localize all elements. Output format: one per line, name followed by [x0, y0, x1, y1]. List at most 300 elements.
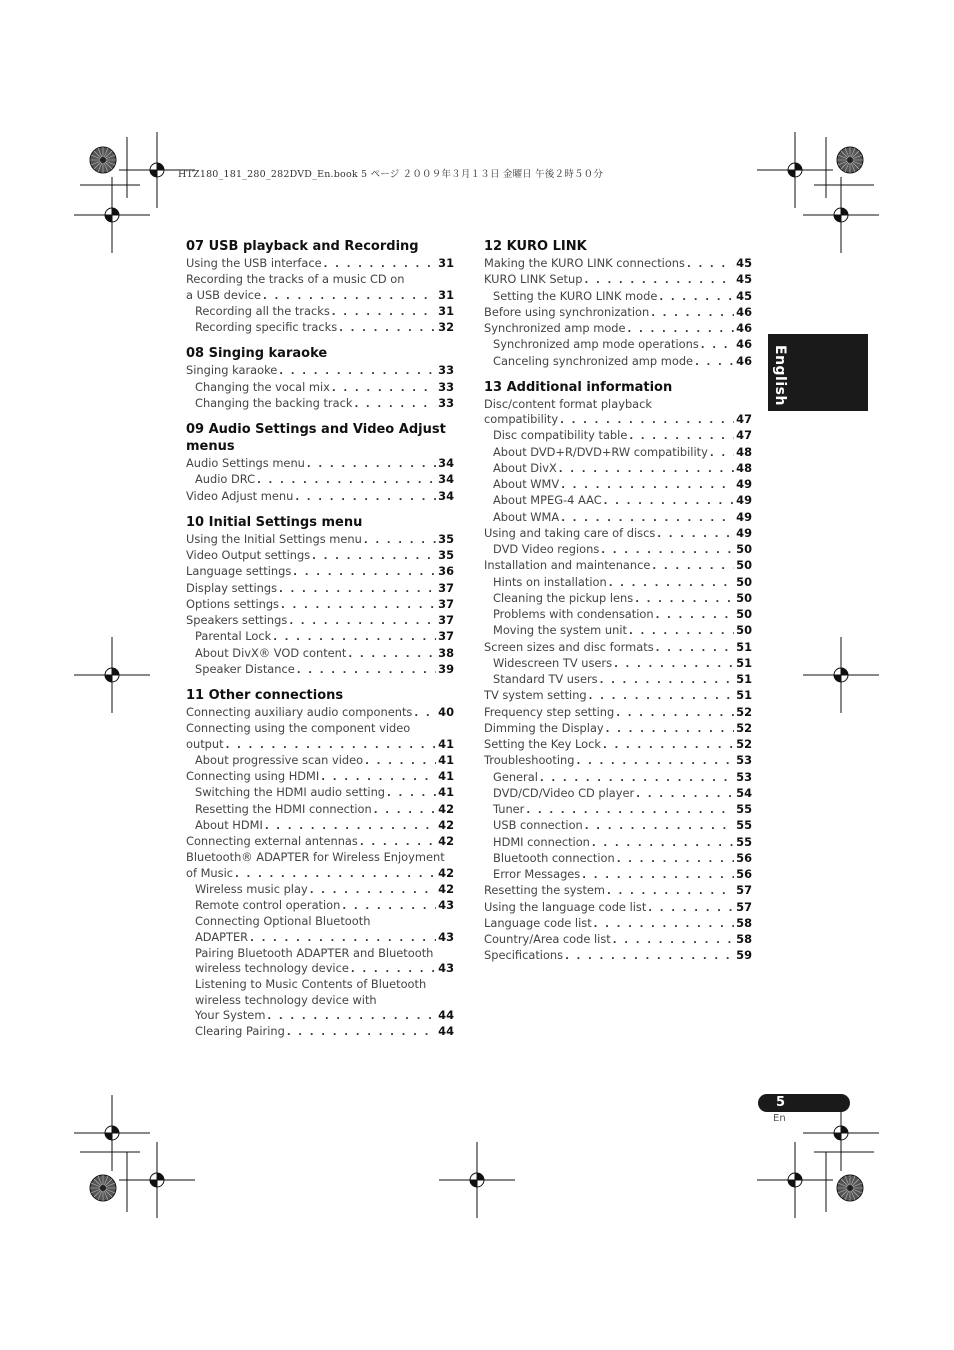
toc-entry[interactable]	[186, 256, 454, 272]
toc-entry-page: 44	[438, 1007, 454, 1022]
toc-entry-text: Widescreen TV users	[493, 655, 613, 670]
toc-entry-text: Speakers settings	[186, 613, 288, 627]
toc-entry[interactable]	[186, 898, 454, 914]
toc-entry-text: Recording the tracks of a music CD on	[186, 272, 405, 287]
toc-entry-page: 38	[438, 645, 454, 660]
toc-entry[interactable]	[186, 629, 454, 645]
toc-entry[interactable]	[484, 867, 752, 883]
toc-entry-page: 50	[736, 542, 752, 556]
dot-leader	[387, 786, 436, 801]
toc-entry-text: USB connection	[493, 818, 583, 833]
dot-leader	[600, 673, 735, 688]
toc-entry-text: Problems with condensation	[493, 607, 654, 621]
toc-entry[interactable]	[484, 721, 752, 737]
dot-leader	[235, 867, 436, 882]
toc-entry[interactable]	[186, 1024, 454, 1040]
star-target-icon	[90, 1175, 116, 1201]
toc-entry[interactable]	[186, 456, 454, 472]
toc-entry[interactable]	[484, 607, 752, 623]
toc-entry-text: Making the KURO LINK connections	[484, 256, 685, 270]
dot-leader	[310, 883, 436, 898]
dot-leader	[561, 478, 734, 493]
toc-entry[interactable]	[186, 866, 454, 882]
toc-entry-text: About progressive scan video	[195, 752, 364, 767]
registration-mark-icon	[757, 1142, 833, 1218]
dot-leader	[629, 624, 734, 639]
toc-entry-page: 34	[438, 456, 454, 470]
dot-leader	[701, 338, 734, 353]
toc-entry-text: Changing the backing track	[195, 395, 353, 410]
toc-entry[interactable]	[484, 412, 752, 428]
dot-leader	[263, 289, 436, 304]
dot-leader	[609, 576, 734, 591]
toc-entry-page: 51	[736, 639, 752, 654]
toc-entry-page: 31	[438, 287, 454, 302]
toc-entry[interactable]	[484, 526, 752, 542]
toc-entry-text: Audio DRC	[195, 472, 256, 487]
star-target-icon	[837, 1175, 863, 1201]
toc-entry-text: Display settings	[186, 580, 278, 595]
toc-entry-page: 59	[736, 948, 752, 963]
toc-entry[interactable]	[484, 445, 752, 461]
toc-entry-text: Options settings	[186, 596, 279, 611]
toc-entry[interactable]	[484, 428, 752, 444]
dot-leader	[614, 657, 734, 672]
toc-entry[interactable]	[484, 753, 752, 769]
toc-entry[interactable]	[186, 380, 454, 396]
toc-entry[interactable]	[484, 623, 752, 639]
toc-entry-text: Connecting using HDMI	[186, 769, 320, 783]
toc-entry-page: 52	[736, 704, 752, 719]
dot-leader	[617, 852, 734, 867]
toc-entry-page: 58	[736, 932, 752, 946]
dot-leader	[342, 899, 436, 914]
dot-leader	[616, 706, 734, 721]
dot-leader	[257, 473, 436, 488]
dot-leader	[584, 273, 734, 288]
dot-leader	[561, 511, 734, 526]
toc-entry-text: Canceling synchronized amp mode	[493, 353, 694, 368]
toc-entry[interactable]	[186, 363, 454, 379]
toc-entry-page: 53	[736, 753, 752, 768]
toc-entry-text: Using the USB interface	[186, 256, 322, 270]
dot-leader	[592, 836, 734, 851]
toc-entry-text: Specifications	[484, 948, 564, 963]
toc-section	[186, 514, 454, 678]
toc-entry-text: Cleaning the pickup lens	[493, 590, 634, 605]
toc-entry[interactable]	[484, 354, 752, 370]
toc-entry-text: Clearing Pairing	[195, 1024, 285, 1038]
toc-entry[interactable]	[186, 304, 454, 320]
toc-entry[interactable]	[186, 882, 454, 898]
toc-entry-page: 34	[438, 472, 454, 487]
dot-leader	[585, 819, 734, 834]
toc-entry-text: Pairing Bluetooth ADAPTER and Bluetooth	[195, 945, 434, 960]
dot-leader	[265, 819, 436, 834]
toc-entry-text: About WMA	[493, 509, 560, 524]
toc-entry-text: Setting the KURO LINK mode	[493, 288, 658, 303]
toc-entry-text: Using the Initial Settings menu	[186, 531, 362, 546]
toc-entry-page: 32	[438, 320, 454, 334]
dot-leader	[607, 884, 734, 899]
registration-mark-icon	[74, 177, 150, 253]
toc-entry-page: 56	[736, 850, 752, 865]
toc-entry-text: compatibility	[484, 412, 559, 426]
toc-entry[interactable]	[484, 461, 752, 477]
toc-entry-page: 49	[736, 525, 752, 540]
toc-section	[186, 687, 454, 1040]
toc-entry[interactable]	[186, 320, 454, 336]
language-tab-label: English	[772, 345, 788, 406]
toc-entry-page: 37	[438, 613, 454, 627]
toc-entry-text: Dimming the Display	[484, 720, 604, 735]
toc-entry[interactable]	[186, 489, 454, 505]
toc-entry-page: 49	[736, 509, 752, 524]
toc-entry-text: DVD Video regions	[493, 542, 600, 556]
dot-leader	[589, 689, 734, 704]
dot-leader	[360, 835, 436, 850]
toc-entry[interactable]	[484, 321, 752, 337]
toc-entry[interactable]	[484, 932, 752, 948]
toc-entry-text: Disc compatibility table	[493, 428, 628, 443]
toc-entry[interactable]	[186, 753, 454, 769]
toc-entry[interactable]	[484, 818, 752, 834]
toc-section	[484, 238, 752, 370]
toc-entry[interactable]	[484, 786, 752, 802]
dot-leader	[289, 614, 436, 629]
toc-entry-page: 48	[736, 460, 752, 475]
toc-entry-page: 43	[438, 929, 454, 944]
toc-entry-text: Changing the vocal mix	[195, 379, 330, 394]
toc-entry[interactable]	[484, 510, 752, 526]
toc-entry-text: TV system setting	[484, 688, 587, 703]
toc-entry-page: 46	[736, 321, 752, 335]
toc-entry-page: 49	[736, 493, 752, 508]
toc-entry[interactable]	[484, 256, 752, 272]
toc-entry[interactable]	[484, 493, 752, 509]
toc-entry[interactable]	[484, 640, 752, 656]
toc-entry[interactable]	[484, 802, 752, 818]
toc-entry[interactable]	[484, 575, 752, 591]
dot-leader	[603, 738, 734, 753]
toc-entry-page: 42	[438, 865, 454, 880]
toc-entry-text: a USB device	[186, 287, 262, 302]
dot-leader	[307, 457, 436, 472]
toc-entry[interactable]	[186, 1008, 454, 1024]
dot-leader	[565, 949, 734, 964]
toc-entry[interactable]	[186, 597, 454, 613]
toc-entry-page: 42	[438, 817, 454, 832]
dot-leader	[628, 322, 735, 337]
dot-leader	[576, 754, 734, 769]
section-title: 09 Audio Settings and Video Adjust	[186, 422, 446, 437]
section-title: 13 Additional information	[484, 379, 673, 395]
toc-entry-page: 31	[438, 256, 454, 270]
toc-entry[interactable]	[186, 472, 454, 488]
toc-entry[interactable]	[484, 672, 752, 688]
toc-entry-page: 54	[736, 785, 752, 800]
toc-entry-text: Language code list	[484, 915, 592, 930]
toc-entry-page: 51	[736, 688, 752, 703]
toc-entry[interactable]	[484, 542, 752, 558]
section-heading	[186, 345, 454, 362]
section-title: 11 Other connections	[186, 688, 344, 703]
toc-entry-text: Resetting the HDMI connection	[195, 801, 372, 816]
star-target-icon	[90, 147, 116, 173]
toc-entry[interactable]	[484, 916, 752, 932]
toc-entry[interactable]	[186, 802, 454, 818]
toc-entry-text: Singing karaoke	[186, 363, 278, 378]
toc-entry-page: 55	[736, 802, 752, 816]
dot-leader	[582, 868, 734, 883]
toc-entry[interactable]	[484, 770, 752, 786]
toc-entry[interactable]	[186, 737, 454, 753]
toc-entry[interactable]	[186, 818, 454, 834]
dot-leader	[332, 305, 436, 320]
dot-leader	[657, 527, 734, 542]
dot-leader	[635, 592, 734, 607]
toc-entry-text: Recording all the tracks	[195, 303, 330, 318]
dot-leader	[267, 1009, 436, 1024]
toc-entry[interactable]	[186, 548, 454, 564]
section-heading	[186, 238, 454, 255]
toc-entry-page: 57	[736, 899, 752, 914]
dot-leader	[540, 771, 734, 786]
dot-leader	[295, 490, 436, 505]
page-number: 5	[776, 1095, 786, 1110]
dot-leader	[374, 803, 436, 818]
toc-entry[interactable]	[186, 834, 454, 850]
dot-leader	[629, 429, 734, 444]
toc-section	[186, 421, 454, 505]
registration-mark-icon	[119, 1142, 195, 1218]
toc-left-column	[186, 238, 454, 1040]
toc-entry-text: About DivX	[493, 460, 557, 475]
dot-leader	[365, 754, 436, 769]
toc-entry-text: About DivX® VOD content	[195, 645, 347, 660]
toc-entry-page: 51	[736, 672, 752, 686]
toc-entry-text: Video Output settings	[186, 548, 311, 562]
toc-entry-text: Connecting auxiliary audio components	[186, 705, 413, 719]
toc-entry-text: of Music	[186, 865, 234, 880]
dot-leader	[348, 647, 436, 662]
toc-entry[interactable]	[484, 305, 752, 321]
toc-entry-page: 52	[736, 720, 752, 735]
toc-entry-page: 51	[736, 655, 752, 670]
toc-entry-page: 49	[736, 477, 752, 491]
toc-entry-page: 42	[438, 801, 454, 816]
toc-entry-page: 48	[736, 444, 752, 459]
toc-entry[interactable]	[186, 532, 454, 548]
section-title: 07 USB playback and Recording	[186, 239, 419, 254]
page-language-code: En	[773, 1113, 786, 1124]
toc-entry-page: 45	[736, 288, 752, 303]
toc-entry[interactable]	[186, 613, 454, 629]
toc-entry-text: Frequency step setting	[484, 704, 615, 719]
dot-leader	[526, 803, 734, 818]
dot-leader	[601, 543, 734, 558]
toc-entry[interactable]	[186, 564, 454, 580]
dot-leader	[332, 381, 436, 396]
toc-entry-text: Using the language code list	[484, 899, 647, 914]
dot-leader	[604, 494, 734, 509]
toc-entry-text: Bluetooth connection	[493, 850, 615, 865]
toc-entry-text: About WMV	[493, 477, 560, 491]
toc-entry-text: Recording specific tracks	[195, 320, 338, 334]
toc-entry-page: 46	[736, 353, 752, 368]
dot-leader	[226, 738, 437, 753]
toc-entry[interactable]	[186, 646, 454, 662]
toc-entry[interactable]	[186, 288, 454, 304]
toc-entry[interactable]	[484, 688, 752, 704]
toc-entry[interactable]	[484, 272, 752, 288]
registration-mark-icon	[439, 1142, 515, 1218]
toc-entry-text: Wireless music play	[195, 881, 308, 896]
toc-entry-text: About HDMI	[195, 817, 263, 832]
toc-entry-page: 33	[438, 363, 454, 378]
dot-leader	[297, 663, 436, 678]
registration-mark-icon	[803, 177, 879, 253]
toc-entry-text: Installation and maintenance	[484, 558, 651, 573]
toc-entry-text: Bluetooth® ADAPTER for Wireless Enjoyment	[186, 850, 445, 865]
toc-entry[interactable]	[484, 656, 752, 672]
toc-entry-text: Hints on installation	[493, 574, 607, 589]
section-heading	[186, 514, 454, 531]
toc-entry[interactable]	[484, 835, 752, 851]
toc-entry-page: 33	[438, 379, 454, 394]
dot-leader	[312, 549, 436, 564]
section-heading	[186, 687, 454, 704]
toc-entry-text: General	[493, 769, 538, 784]
toc-entry-text: KURO LINK Setup	[484, 272, 583, 287]
registration-mark-icon	[757, 132, 833, 208]
toc-entry-text: Speaker Distance	[195, 661, 295, 676]
toc-entry-page: 40	[438, 705, 454, 719]
toc-entry-page: 46	[736, 337, 752, 352]
dot-leader	[250, 931, 436, 946]
toc-entry-text: Your System	[195, 1007, 266, 1022]
dot-leader	[656, 608, 735, 623]
toc-entry-page: 50	[736, 574, 752, 589]
toc-entry[interactable]	[186, 581, 454, 597]
dot-leader	[279, 582, 436, 597]
toc-entry[interactable]	[484, 477, 752, 493]
toc-entry-text: Country/Area code list	[484, 932, 611, 946]
toc-entry-page: 34	[438, 488, 454, 503]
toc-entry-page: 58	[736, 915, 752, 930]
toc-entry-text: About DVD+R/DVD+RW compatibility	[493, 444, 708, 459]
dot-leader	[651, 306, 734, 321]
dot-leader	[695, 355, 734, 370]
toc-entry-text: Disc/content format playback	[484, 396, 653, 411]
section-title: 10 Initial Settings menu	[186, 514, 363, 530]
toc-entry[interactable]	[484, 591, 752, 607]
toc-entry-text: Setting the Key Lock	[484, 737, 601, 751]
toc-entry-page: 43	[438, 961, 454, 975]
toc-entry-text: DVD/CD/Video CD player	[493, 785, 635, 800]
toc-entry-text: HDMI connection	[493, 834, 590, 849]
dot-leader	[594, 917, 734, 932]
registration-mark-icon	[74, 637, 150, 713]
toc-entry-page: 55	[736, 834, 752, 849]
section-title: 12 KURO LINK	[484, 239, 587, 254]
toc-entry[interactable]	[186, 769, 454, 785]
dot-leader	[613, 933, 734, 948]
toc-entry-text: Synchronized amp mode operations	[493, 337, 699, 352]
registration-mark-icon	[74, 1095, 150, 1171]
toc-entry-page: 41	[438, 769, 454, 783]
dot-leader	[279, 364, 436, 379]
toc-entry[interactable]	[186, 662, 454, 678]
toc-entry-page: 39	[438, 661, 454, 676]
toc-entry-text: Troubleshooting	[484, 753, 575, 768]
toc-entry[interactable]	[484, 558, 752, 574]
toc-entry[interactable]	[186, 396, 454, 412]
section-heading	[484, 379, 752, 396]
toc-entry-text: Error Messages	[493, 867, 581, 881]
section-heading	[186, 421, 454, 455]
toc-entry[interactable]	[484, 883, 752, 899]
toc-entry[interactable]	[484, 337, 752, 353]
toc-entry-page: 31	[438, 303, 454, 318]
dot-leader	[273, 630, 436, 645]
toc-right-column	[484, 238, 752, 965]
toc-entry[interactable]	[186, 705, 454, 721]
toc-entry-page: 37	[438, 580, 454, 595]
toc-entry-text: Parental Lock	[195, 629, 272, 644]
dot-leader	[354, 397, 436, 412]
toc-entry[interactable]	[484, 737, 752, 753]
toc-entry[interactable]	[484, 705, 752, 721]
toc-entry[interactable]	[186, 785, 454, 801]
toc-entry-page: 50	[736, 623, 752, 638]
toc-entry[interactable]	[484, 900, 752, 916]
dot-leader	[339, 321, 436, 336]
registration-mark-icon	[803, 637, 879, 713]
toc-section	[186, 238, 454, 336]
dot-leader	[287, 1025, 436, 1040]
section-title-continued: menus	[186, 439, 235, 454]
toc-entry-page: 46	[736, 304, 752, 319]
dot-leader	[364, 533, 436, 548]
toc-entry-text: Tuner	[493, 802, 525, 816]
toc-entry-text: output	[186, 736, 224, 751]
toc-entry-page: 52	[736, 737, 752, 751]
book-header-line: HTZ180_181_280_282DVD_En.book 5 ページ ２００９年３月１３日 金曜日 午後２時５０分	[178, 169, 604, 180]
toc-entry-page: 45	[736, 272, 752, 287]
toc-entry-text: Moving the system unit	[493, 623, 627, 638]
toc-entry[interactable]	[484, 289, 752, 305]
toc-entry[interactable]	[186, 961, 454, 977]
dot-leader	[648, 901, 734, 916]
toc-section	[186, 345, 454, 412]
toc-entry[interactable]	[186, 930, 454, 946]
toc-entry-page: 33	[438, 395, 454, 410]
toc-entry-page: 37	[438, 629, 454, 644]
dot-leader	[652, 559, 734, 574]
toc-entry-page: 55	[736, 818, 752, 833]
toc-section	[484, 379, 752, 965]
toc-entry-page: 35	[438, 531, 454, 546]
toc-entry[interactable]	[484, 948, 752, 964]
toc-entry[interactable]	[484, 851, 752, 867]
toc-entry-page: 41	[438, 752, 454, 767]
toc-entry-text: Before using synchronization	[484, 304, 650, 319]
toc-entry-text: Synchronized amp mode	[484, 321, 626, 335]
toc-entry-page: 35	[438, 548, 454, 562]
toc-entry-text: Video Adjust menu	[186, 488, 294, 503]
toc-entry-text: Language settings	[186, 564, 292, 579]
